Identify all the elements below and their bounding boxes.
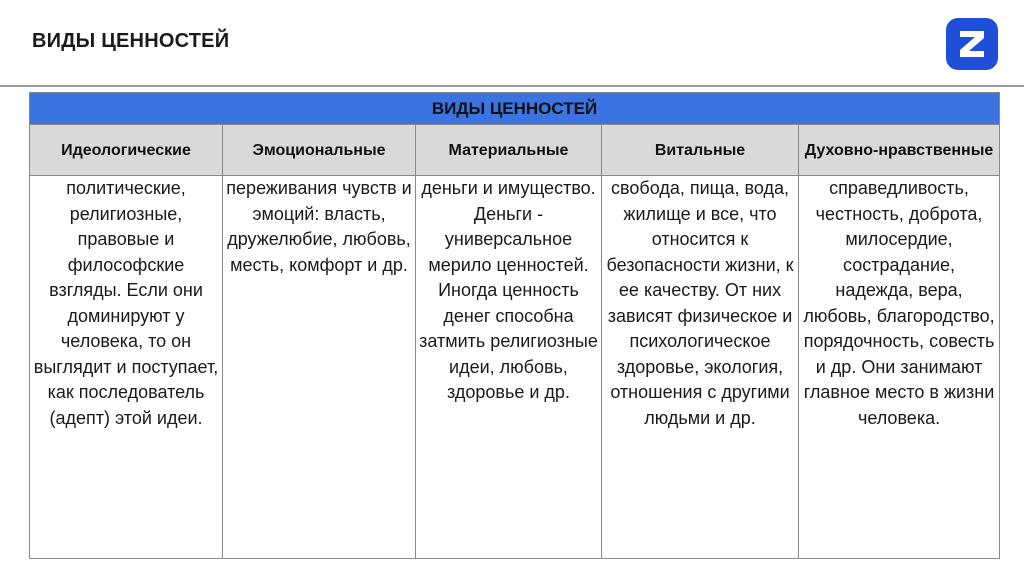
page-title: ВИДЫ ЦЕННОСТЕЙ	[32, 30, 230, 52]
table-cell: деньги и имущество. Деньги - универсальное мерило ценностей. Иногда ценность денег способна затмить религиозные идеи, любовь, здоровье и др.	[416, 176, 602, 559]
z-logo-icon	[946, 18, 998, 70]
values-table	[29, 92, 1000, 559]
column-heading: Материальные	[416, 125, 602, 176]
table-cell: политические, религиозные, правовые и философские взгляды. Если они доминируют у человека, то он выглядит и поступает, как последователь (адепт) этой идеи.	[30, 176, 223, 559]
column-heading: Духовно-нравственные	[799, 125, 1000, 176]
table-banner: ВИДЫ ЦЕННОСТЕЙ	[30, 93, 1000, 125]
header-divider	[0, 85, 1024, 87]
column-heading: Эмоциональные	[223, 125, 416, 176]
column-heading: Идеологические	[30, 125, 223, 176]
column-heading: Витальные	[602, 125, 799, 176]
table-cell: справедливость, честность, доброта, милосердие, сострадание, надежда, вера, любовь, благородство, порядочность, совесть и др. Они занимают главное место в жизни человека.	[799, 176, 1000, 559]
table-cell: свобода, пища, вода, жилище и все, что относится к безопасности жизни, к ее качеству. От них зависят физическое и психологическое здоровье, экология, отношения с другими людьми и др.	[602, 176, 799, 559]
table-cell: переживания чувств и эмоций: власть, дружелюбие, любовь, месть, комфорт и др.	[223, 176, 416, 559]
